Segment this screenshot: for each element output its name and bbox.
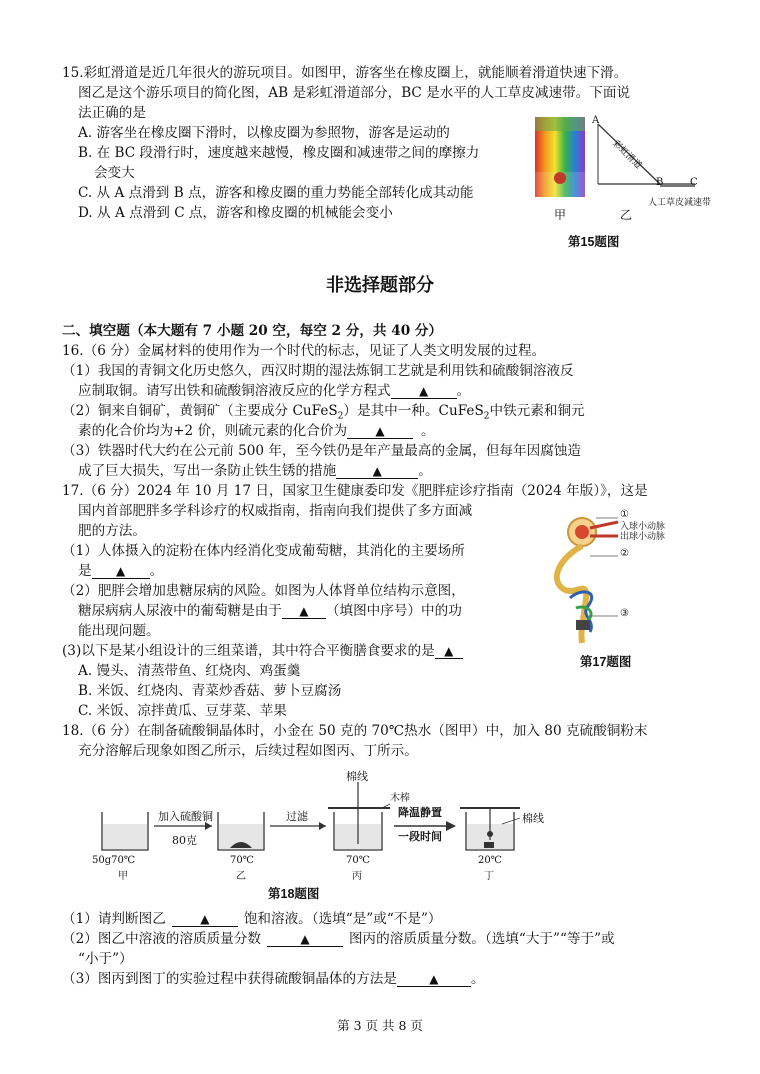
- q16-line-6: （3）铁器时代大约在公元前 500 年，至今铁仍是年产量最高的金属，但每年因腐蚀造: [62, 443, 582, 459]
- q17-option-b: B. 米饭、红烧肉、青菜炒香菇、萝卜豆腐汤: [78, 683, 342, 699]
- q18-sub-2-cont: “小于”）: [78, 951, 133, 967]
- q17-line-1: 17.（6 分）2024 年 10 月 17 日，国家卫生健康委印发《肥胖症诊疗指南（2024 年版）》，这是: [62, 483, 648, 499]
- q17-line-7: [78, 602, 462, 620]
- q15-belt-label: 人工草皮减速带: [648, 198, 712, 208]
- q17-label-2: ②: [620, 548, 629, 559]
- q18-sub-1: [62, 910, 442, 928]
- q18-label-jia: 甲: [118, 871, 128, 882]
- q18-sub2-text-b: 图丙的溶质质量分数。（选填“大于”“等于”或: [348, 931, 615, 947]
- period: 。: [456, 383, 471, 399]
- period: 。: [149, 563, 164, 579]
- blank-marker: ▲: [200, 912, 210, 926]
- q18-sub1-text-b: 饱和溶液。（选填“是”或“不是”）: [243, 911, 442, 927]
- q18-label-cotton: 棉线: [346, 770, 368, 783]
- q15-option-d: D. 从 A 点滑到 C 点，游客和橡皮圈的机械能会变小: [78, 205, 393, 221]
- q17-blank-3[interactable]: [435, 644, 463, 659]
- q16-line-1: 16.（6 分）金属材料的使用作为一个时代的标志，见证了人类文明发展的过程。: [62, 343, 546, 359]
- q18-label-bing: 丙: [352, 871, 362, 882]
- q17-label-3: ③: [620, 608, 629, 619]
- blank-marker: ▲: [429, 972, 439, 986]
- q16-blank-1[interactable]: [391, 384, 457, 399]
- q16-line-2: （1）我国的青铜文化历史悠久，西汉时期的湿法炼铜工艺就是利用铁和硫酸铜溶液反: [62, 363, 574, 379]
- q18-sub-2: [62, 930, 615, 948]
- q15-figure: [530, 112, 710, 252]
- q18-label-cotton-2: 棉线: [522, 812, 544, 825]
- q18-sub3-text: （3）图丙到图丁的实验过程中获得硫酸铜晶体的方法是: [62, 971, 397, 987]
- q18-label-cool-2: 一段时间: [398, 830, 442, 843]
- q18-beaker-3-temp: 70℃: [346, 855, 370, 866]
- q18-blank-3[interactable]: [397, 972, 471, 987]
- q17-label-1: ①: [620, 509, 629, 520]
- period: 。: [418, 463, 432, 479]
- q16-sub2-text-c: 中铁元素和铜元: [489, 403, 585, 419]
- q18-blank-1[interactable]: [172, 912, 238, 927]
- q17-label-in-artery: 入球小动脉: [620, 522, 666, 532]
- q15-label-jia: 甲: [554, 208, 567, 222]
- q18-line-1: 18.（6 分）在制备硫酸铜晶体时，小金在 50 克的 70℃热水（图甲）中，加入 80 克硫酸铜粉末: [62, 723, 648, 739]
- q15-point-c: C: [690, 177, 698, 188]
- q16-line-3: [78, 382, 470, 400]
- q15-slide-label: 彩虹滑道: [610, 138, 644, 172]
- q17-sub3-text: (3)以下是某小组设计的三组菜谱，其中符合平衡膳食要求的是: [62, 643, 435, 659]
- q15-line-1: 15.彩虹滑道是近几年很火的游玩项目。如图甲，游客坐在橡皮圈上，就能顺着滑道快速下滑。: [62, 65, 628, 81]
- q18-label-yi: 乙: [236, 871, 246, 882]
- q18-label-filter: 过滤: [286, 810, 308, 823]
- q17-sub2-text-b: （填图中序号）中的功: [325, 603, 462, 619]
- q17-figure-caption: 第17题图: [580, 655, 632, 669]
- q15-line-2: 图乙是这个游乐项目的简化图，AB 是彩虹滑道部分，BC 是水平的人工草皮减速带。下面说: [78, 85, 631, 101]
- q17-option-a: A. 馒头、清蒸带鱼、红烧肉、鸡蛋羹: [78, 663, 301, 679]
- q18-label-ding: 丁: [484, 871, 494, 882]
- page-footer: 第 3 页 共 8 页: [337, 1018, 423, 1033]
- q18-label-cool-1: 降温静置: [398, 806, 442, 819]
- blank-marker: ▲: [372, 464, 382, 478]
- q16-line-7: [78, 462, 432, 480]
- blank-marker: ▲: [375, 424, 385, 438]
- q17-figure: [540, 508, 710, 673]
- q17-line-5: [78, 562, 163, 580]
- q15-point-a: A: [592, 115, 600, 126]
- blank-marker: ▲: [300, 932, 310, 946]
- q15-option-b: B. 在 BC 段滑行时，速度越来越慢，橡皮圈和减速带之间的摩擦力: [78, 145, 480, 161]
- q18-figure: [90, 768, 570, 904]
- q18-beaker-1-temp: 50g70℃: [92, 855, 136, 866]
- q16-sub2-text-a: （2）铜来自铜矿，黄铜矿（主要成分 CuFeS: [62, 403, 338, 419]
- q18-line-2: 充分溶解后现象如图乙所示，后续过程如图丙、丁所示。: [78, 743, 418, 759]
- q17-sub1-text: 是: [78, 563, 92, 579]
- period: 。: [421, 423, 435, 439]
- q17-line-4: （1）人体摄入的淀粉在体内经消化变成葡萄糖，其消化的主要场所: [62, 543, 465, 559]
- q16-blank-2[interactable]: [347, 424, 413, 439]
- q17-option-c: C. 米饭、凉拌黄瓜、豆芽菜、苹果: [78, 703, 287, 719]
- q18-sub2-text-a: （2）图乙中溶液的溶质质量分数: [62, 931, 261, 947]
- q15-figure-drawing: [530, 112, 710, 252]
- q17-line-8: 能出现问题。: [78, 623, 160, 639]
- blank-marker: ▲: [444, 644, 454, 658]
- q15-option-c: C. 从 A 点滑到 B 点，游客和橡皮圈的重力势能全部转化成其动能: [78, 185, 474, 201]
- q18-label-stick: 木棒: [390, 793, 410, 804]
- q18-sub-3: [62, 970, 485, 988]
- q16-blank-3[interactable]: [336, 464, 418, 479]
- q15-option-b-cont: 会变大: [94, 165, 135, 181]
- q17-sub2-text-a: 糖尿病病人尿液中的葡萄糖是由于: [78, 603, 282, 619]
- q16-sub1-text: 应制取铜。请写出铁和硫酸铜溶液反应的化学方程式: [78, 383, 391, 399]
- q16-sub2-text-d: 素的化合价均为+2 价，则硫元素的化合价为: [78, 423, 348, 439]
- q17-line-2: 国内首部肥胖多学科诊疗的权威指南，指南向我们提供了多方面减: [78, 503, 473, 519]
- q18-label-add: 加入硫酸铜: [158, 810, 213, 823]
- q18-label-grams: 80克: [172, 834, 197, 847]
- q17-blank-1[interactable]: [92, 564, 150, 579]
- blank-marker: ▲: [299, 604, 309, 618]
- q17-line-9: [62, 642, 463, 660]
- q17-line-3: 肥的方法。: [78, 523, 146, 539]
- q18-sub1-text-a: （1）请判断图乙: [62, 911, 166, 927]
- q17-label-out-artery: 出球小动脉: [620, 532, 666, 542]
- q15-figure-caption: 第15题图: [568, 235, 620, 249]
- q16-sub3-text: 成了巨大损失，写出一条防止铁生锈的措施: [78, 463, 337, 479]
- q18-beaker-2-temp: 70℃: [230, 855, 254, 866]
- q18-blank-2[interactable]: [267, 932, 343, 947]
- q15-option-a: A. 游客坐在橡皮圈下滑时，以橡皮圈为参照物，游客是运动的: [78, 125, 450, 141]
- q15-line-3: 法正确的是: [78, 105, 146, 121]
- subscript: 2: [337, 411, 344, 422]
- q16-sub2-text-b: ）是其中一种。CuFeS: [343, 403, 484, 419]
- q17-blank-2[interactable]: [282, 604, 326, 619]
- section-title: 非选择题部分: [326, 275, 434, 296]
- q15-point-b: B: [656, 177, 664, 188]
- q15-label-yi: 乙: [620, 208, 633, 222]
- period: 。: [470, 971, 485, 987]
- blank-marker: ▲: [115, 564, 126, 578]
- q18-beaker-4-temp: 20℃: [478, 855, 502, 866]
- q17-line-6: （2）肥胖会增加患糖尿病的风险。如图为人体肾单位结构示意图，: [62, 583, 465, 599]
- q16-line-5: [78, 422, 435, 440]
- subscript: 2: [483, 411, 490, 422]
- part2-header: 二、填空题（本大题有 7 小题 20 空，每空 2 分，共 40 分）: [62, 323, 443, 339]
- q18-figure-caption: 第18题图: [268, 887, 320, 901]
- blank-marker: ▲: [419, 384, 429, 398]
